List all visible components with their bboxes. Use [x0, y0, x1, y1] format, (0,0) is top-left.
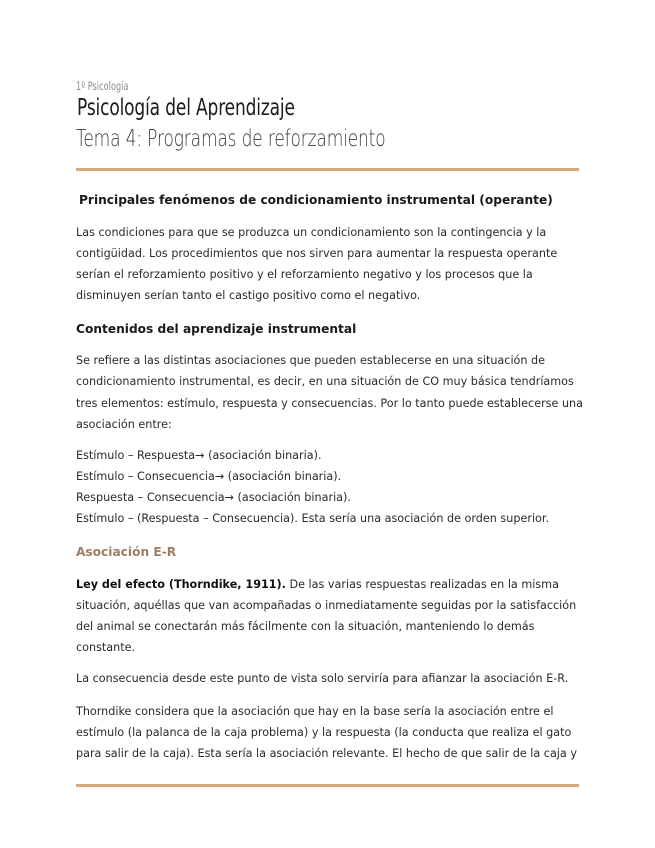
paragraph-line: Thorndike considera que la asociación que hay en la base sería la asociación entre el [76, 705, 554, 718]
association-list-item: Estímulo – Respuesta→ (asociación binaria). [76, 449, 322, 462]
association-list-item: Estímulo – Consecuencia→ (asociación binaria). [76, 470, 342, 483]
paragraph-line: serían el reforzamiento positivo y el reforzamiento negativo y los procesos que la [76, 268, 533, 281]
paragraph-line: situación, aquéllas que van acompañadas o inmediatamente seguidas por la satisfacción [76, 599, 577, 612]
paragraph-line: disminuyen serían tanto el castigo positivo como el negativo. [76, 289, 421, 302]
section-heading-asociacion-er: Asociación E-R [76, 545, 177, 559]
paragraph-line: estímulo (la palanca de la caja problema) y la respuesta (la conducta que realiza el gato [76, 726, 572, 739]
paragraph-line: para salir de la caja). Esta sería la asociación relevante. El hecho de que salir de la caja y [76, 747, 577, 760]
course-label: 1º Psicología [76, 79, 129, 93]
paragraph-line: asociación entre: [76, 418, 172, 431]
section-heading-fenomenos: Principales fenómenos de condicionamiento instrumental (operante) [79, 193, 553, 207]
paragraph-line: contigüidad. Los procedimientos que nos sirven para aumentar la respuesta operante [76, 247, 558, 260]
paragraph-line: constante. [76, 641, 136, 654]
paragraph-line: Se refiere a las distintas asociaciones que pueden establecerse en una situación de [76, 354, 546, 367]
law-of-effect-label: Ley del efecto (Thorndike, 1911). [76, 578, 286, 591]
paragraph-line: condicionamiento instrumental, es decir, en una situación de CO muy básica tendríamos [76, 375, 574, 388]
association-list-item: Estímulo – (Respuesta – Consecuencia). Esta sería una asociación de orden superior. [76, 512, 550, 525]
association-list-item: Respuesta – Consecuencia→ (asociación binaria). [76, 491, 351, 504]
document-title: Psicología del Aprendizaje [77, 95, 295, 121]
paragraph-line: La consecuencia desde este punto de vista solo serviría para afianzar la asociación E-R. [76, 672, 569, 685]
paragraph-line: Las condiciones para que se produzca un condicionamiento son la contingencia y la [76, 226, 547, 239]
paragraph-line-rest: De las varias respuestas realizadas en la misma [285, 578, 559, 591]
paragraph-line [76, 578, 559, 591]
document-subtitle: Tema 4: Programas de reforzamiento [76, 126, 386, 152]
header-divider [76, 168, 579, 171]
section-heading-contenidos: Contenidos del aprendizaje instrumental [76, 322, 357, 336]
footer-divider [76, 784, 579, 787]
paragraph-line: tres elementos: estímulo, respuesta y consecuencias. Por lo tanto puede establecerse una [76, 397, 583, 410]
paragraph-line: del animal se conectarán más fácilmente con la situación, manteniendo lo demás [76, 620, 535, 633]
